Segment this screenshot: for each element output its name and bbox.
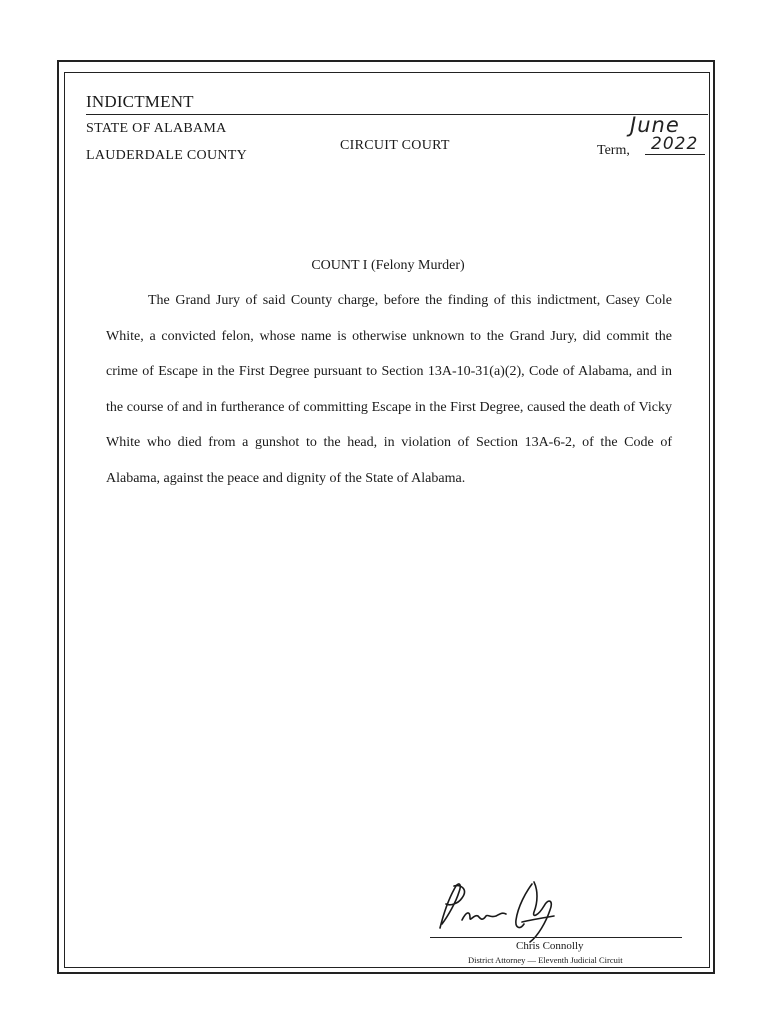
signature-block: [426, 876, 696, 968]
court-label: CIRCUIT COURT: [340, 138, 450, 153]
handwritten-signature: [426, 876, 596, 946]
term-label: Term,: [597, 143, 630, 158]
count-heading: COUNT I (Felony Murder): [311, 258, 465, 273]
signer-title: District Attorney — Eleventh Judicial Circuit: [468, 955, 623, 965]
count-body-text: The Grand Jury of said County charge, before the finding of this indictment, Casey Cole White, a convicted felon, whose name is otherwise unknown to the Grand Jury, did commit the crime of Escape in the First Degree pursuant to Section 13A-10-31(a)(2), Code of Alabama, and in the course of and in furtherance of committing Escape in the First Degree, caused the death of Vicky White who died from a gunshot to the head, in violation of Section 13A-6-2, of the Code of Alabama, against the peace and dignity of the State of Alabama.: [106, 293, 672, 486]
term-underline: [645, 154, 705, 155]
document-title: INDICTMENT: [86, 92, 194, 111]
title-rule: [86, 114, 708, 115]
term-year-handwritten: 2022: [651, 134, 699, 154]
state-label: STATE OF ALABAMA: [86, 121, 227, 136]
county-label: LAUDERDALE COUNTY: [86, 148, 248, 163]
term-month-handwritten: June: [630, 113, 680, 137]
page-inner-border: [64, 72, 710, 968]
signer-name: Chris Connolly: [516, 940, 584, 952]
signature-line: [430, 937, 682, 938]
